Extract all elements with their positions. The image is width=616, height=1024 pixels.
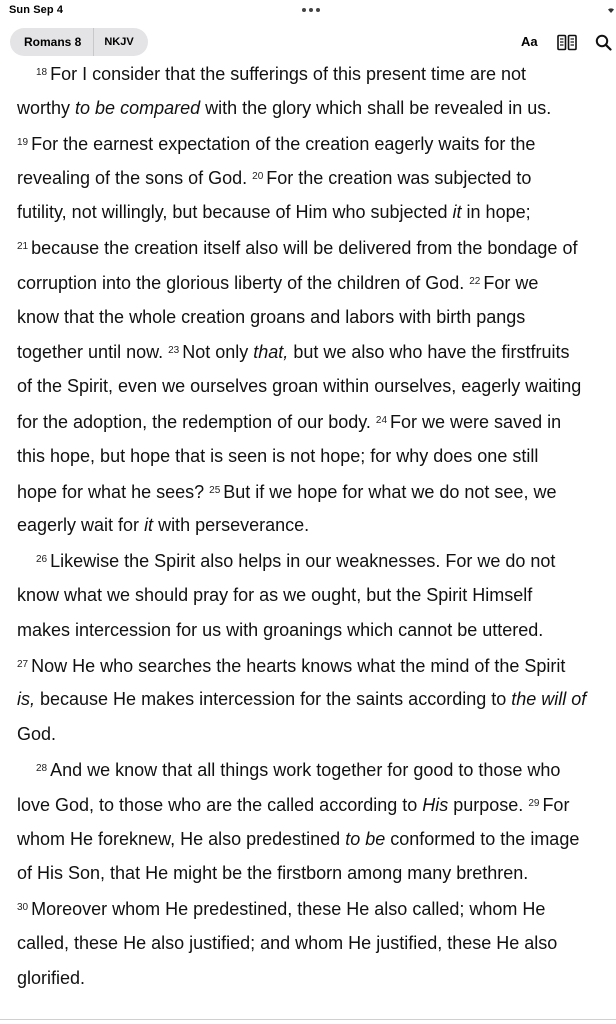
- reader-toolbar: [0, 26, 616, 60]
- scripture-line[interactable]: [17, 160, 616, 195]
- verse-text: because the creation itself also will be delivered from the bondage of: [31, 237, 578, 258]
- verse-text: with perseverance.: [153, 515, 310, 536]
- ellipsis-icon[interactable]: [302, 8, 320, 12]
- verse-number: 21: [17, 240, 29, 252]
- book-chapter-button[interactable]: Romans 8: [10, 28, 94, 56]
- verse-number: 19: [17, 136, 29, 148]
- scripture-line[interactable]: [17, 682, 616, 717]
- italic-text: that,: [253, 342, 289, 363]
- verse-text: But if we hope for what we do not see, we: [223, 481, 557, 502]
- italic-text: it: [144, 515, 154, 536]
- verse-text: For the earnest expectation of the creation eagerly waits for the: [31, 133, 536, 154]
- verse-number: 18: [36, 67, 48, 78]
- italic-text: the will of: [511, 689, 587, 710]
- italic-text: is,: [17, 689, 35, 710]
- scripture-line[interactable]: [17, 195, 616, 230]
- verse-number: 22: [469, 275, 481, 287]
- verse-text: called, these He also justified; and whom He justified, these He also: [17, 932, 558, 953]
- italic-text: to be: [345, 828, 386, 849]
- verse-number: 28: [36, 762, 48, 774]
- text-size-button[interactable]: Aa: [521, 34, 538, 49]
- scripture-line[interactable]: [17, 126, 616, 161]
- scripture-line[interactable]: [17, 334, 616, 369]
- verse-text: conformed to the image: [385, 828, 580, 849]
- italic-text: to be compared: [75, 97, 201, 118]
- scripture-line[interactable]: [17, 648, 616, 683]
- scripture-line[interactable]: [17, 300, 616, 335]
- scripture-line[interactable]: [17, 56, 616, 91]
- verse-number: 24: [375, 414, 388, 426]
- verse-text: with the glory which shall be revealed in us.: [200, 97, 552, 118]
- scripture-text: [17, 56, 616, 996]
- verse-text: glorified.: [17, 967, 86, 988]
- verse-number: 23: [168, 345, 180, 357]
- scripture-line[interactable]: [17, 474, 616, 509]
- status-time: Sun Sep 4: [9, 4, 64, 16]
- scripture-line[interactable]: [17, 404, 616, 439]
- verse-text: For: [542, 794, 570, 815]
- italic-text: it: [452, 202, 462, 223]
- verse-text: God.: [17, 724, 57, 745]
- verse-text: whom He foreknew, He also predestined: [17, 828, 346, 849]
- status-bar: [0, 0, 616, 22]
- verse-text: And we know that all things work together for good to those who: [50, 759, 561, 780]
- scripture-line[interactable]: [17, 961, 616, 996]
- verse-text: know that the whole creation groans and labors with birth pangs: [17, 306, 526, 327]
- verse-text: Likewise the Spirit also helps in our weaknesses. For we do not: [50, 551, 556, 572]
- search-icon[interactable]: [595, 34, 612, 51]
- verse-text: love God, to those who are the called according to: [17, 794, 423, 815]
- scripture-line[interactable]: [17, 578, 616, 613]
- verse-text: makes intercession for us with groanings which cannot be uttered.: [17, 619, 544, 640]
- scripture-line[interactable]: [17, 543, 616, 578]
- verse-text: because He makes intercession for the saints according to: [35, 689, 512, 710]
- verse-number: 27: [17, 658, 29, 670]
- verse-text: together until now.: [17, 342, 169, 363]
- verse-text: revealing of the sons of God.: [17, 168, 253, 189]
- scripture-line[interactable]: [17, 265, 616, 300]
- scripture-line[interactable]: [17, 787, 616, 822]
- verse-text: Not only: [182, 342, 254, 363]
- verse-text: hope for what he sees?: [17, 481, 210, 502]
- parallel-bible-icon[interactable]: [557, 34, 577, 51]
- scripture-line[interactable]: [17, 752, 616, 787]
- verse-text: futility, not willingly, but because of Him who subjected: [17, 202, 453, 223]
- scripture-line[interactable]: [17, 856, 616, 891]
- scripture-line[interactable]: [17, 91, 616, 126]
- scripture-line[interactable]: [17, 439, 616, 474]
- verse-text: corruption into the glorious liberty of the children of God.: [17, 272, 470, 293]
- verse-text: For we were saved in: [390, 411, 562, 432]
- scripture-line[interactable]: [17, 717, 616, 752]
- verse-text: this hope, but hope that is seen is not hope; for why does one still: [17, 445, 539, 466]
- book-version-selector: [10, 28, 148, 56]
- scripture-line[interactable]: [17, 230, 616, 265]
- verse-number: 29: [528, 797, 540, 809]
- scripture-line[interactable]: [17, 926, 616, 961]
- wifi-icon: [606, 4, 616, 14]
- scripture-line[interactable]: [17, 508, 616, 543]
- verse-number: 25: [209, 484, 221, 496]
- verse-number: 30: [17, 902, 29, 914]
- verse-text: For I consider that the sufferings of this present time are not: [50, 64, 527, 84]
- verse-text: worthy: [17, 97, 76, 118]
- verse-number: 20: [252, 171, 264, 183]
- verse-text: Moreover whom He predestined, these He also called; whom He: [31, 899, 546, 920]
- verse-text: For the creation was subjected to: [266, 168, 532, 189]
- verse-text: of His Son, that He might be the firstborn among many brethren.: [17, 863, 529, 884]
- verse-text: For we: [483, 272, 539, 293]
- verse-text: Now He who searches the hearts knows what the mind of the Spirit: [31, 655, 566, 676]
- version-button[interactable]: NKJV: [104, 36, 134, 48]
- verse-text: purpose.: [448, 794, 529, 815]
- verse-text: eagerly wait for: [17, 515, 145, 536]
- verse-text: but we also who have the firstfruits: [288, 342, 570, 363]
- verse-text: for the adoption, the redemption of our body.: [17, 411, 376, 432]
- verse-number: 26: [36, 554, 48, 566]
- verse-text: of the Spirit, even we ourselves groan within ourselves, eagerly waiting: [17, 376, 582, 397]
- verse-text: know what we should pray for as we ought, but the Spirit Himself: [17, 584, 533, 605]
- scripture-line[interactable]: [17, 613, 616, 648]
- scripture-line[interactable]: [17, 891, 616, 926]
- scripture-line[interactable]: [17, 822, 616, 857]
- verse-text: in hope;: [461, 202, 531, 223]
- italic-text: His: [422, 794, 449, 815]
- bottom-divider: [0, 1019, 616, 1020]
- scripture-line[interactable]: [17, 369, 616, 404]
